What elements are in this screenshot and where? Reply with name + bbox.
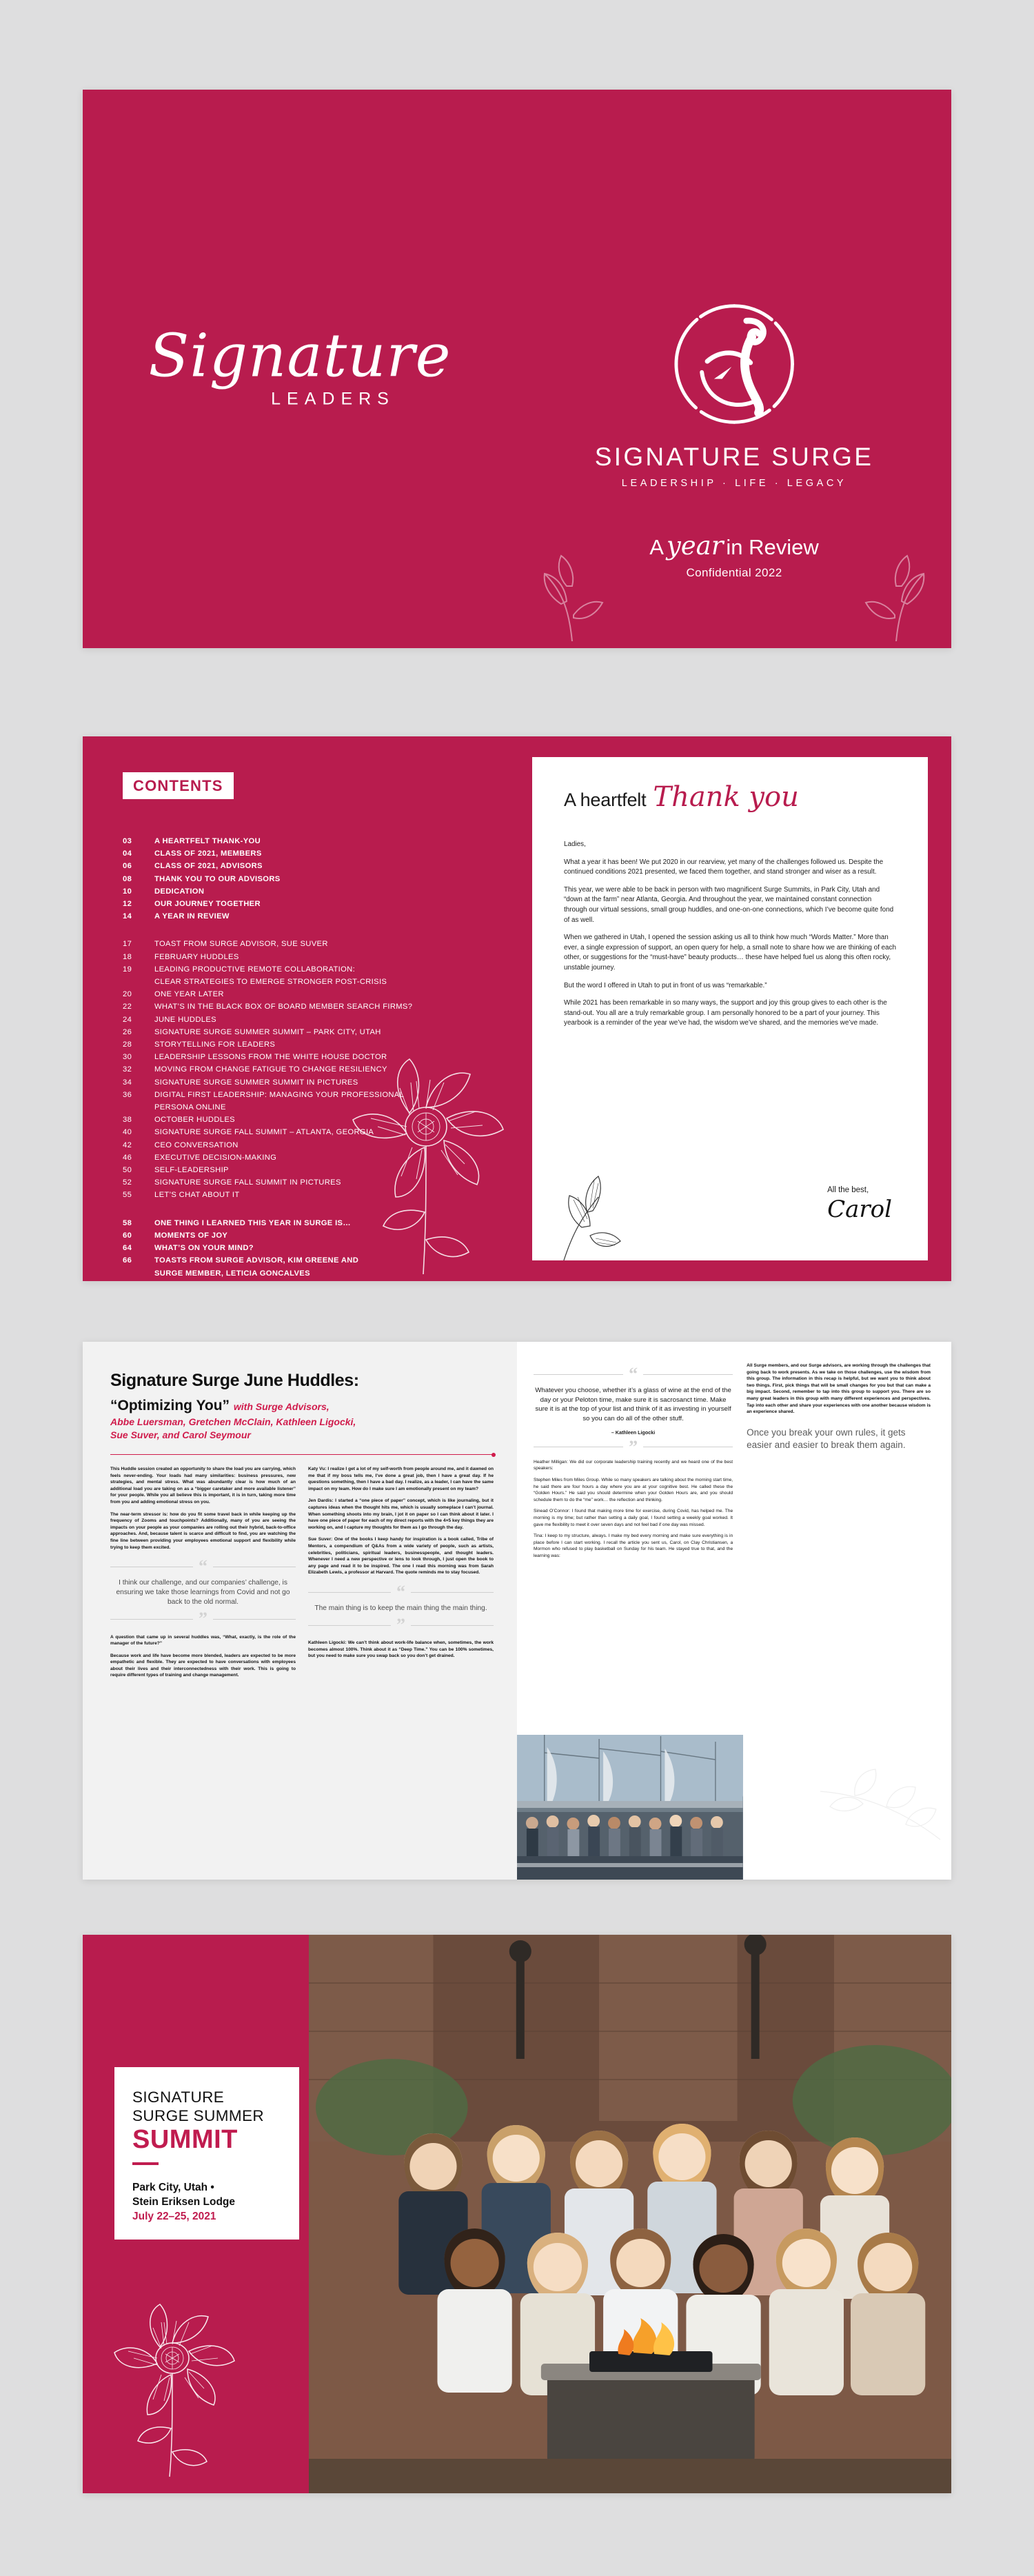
huddles-col1b-text [110, 1634, 296, 1680]
letter-paragraph: When we gathered in Utah, I opened the session asking us all to think how much “Words Matter.” More than ever, a single expression of support, an open query for help, a small note to share how we are thinking of each other, or suggestions for the “must-have” beauty products… these have helped fuel us along this often rocky, unstable journey. [564, 934, 896, 972]
huddles-left-page [83, 1342, 517, 1880]
huddles-subtitle-quoted: “Optimizing You” [110, 1398, 230, 1413]
toc-entry-label: A YEAR IN REVIEW [154, 912, 230, 921]
summit-location-line: Park City, Utah • [132, 2182, 214, 2193]
toc-entry-label: SELF-LEADERSHIP [154, 1166, 229, 1175]
toc-entry[interactable] [123, 910, 517, 923]
contents-spread-page [0, 736, 1034, 1281]
huddles-paragraph: Sue Suver: One of the books I keep handy for inspiration is a book called, Tribe of Mentors, a compendium of Q&As from a wide variety of people, such as artists, celebrities, politicians, spiritual leaders, businesspeople, and thought leaders. Whenever I need a new perspective or lens to look through, I just open the book to any page and read it to be inspired. The one I read this morning was from Sarah Elizabeth Lewis, a professor at Harvard. The quote reminds me to stay focused. [308, 1537, 494, 1576]
toc-entry-label: DIGITAL FIRST LEADERSHIP: MANAGING YOUR PROFESSIONAL PERSONA ONLINE [154, 1089, 517, 1114]
toc-page-number: 28 [123, 1040, 132, 1049]
toc-page-number: 42 [123, 1140, 132, 1149]
faint-leaf-sprig-icon [815, 1764, 946, 1867]
toc-entry-label: STORYTELLING FOR LEADERS [154, 1040, 276, 1049]
toc-page-number: 66 [123, 1256, 132, 1265]
group-on-boat-photo [517, 1735, 743, 1880]
toc-entry-label-continued: CLEAR STRATEGIES TO EMERGE STRONGER POST-CRISIS [154, 978, 387, 987]
toc-entry-label: SIGNATURE SURGE FALL SUMMIT IN PICTURES [154, 1178, 341, 1187]
huddles-paragraph: Kathleen Ligocki: We can’t think about work-life balance when, sometimes, the work becomes almost 100%. Think about it as “Deep Time.” You can be 100% sometimes, but you need to make sure you swap back so you don’t get drained. [308, 1640, 494, 1659]
cover-spread [83, 90, 951, 648]
toc-page-number: 20 [123, 990, 132, 999]
pullquote-1-text: I think our challenge, and our companies’ challenge, is ensuring we take those learnings from Covid and not go back to the old normal. [116, 1579, 290, 1607]
toc-entry-label: TOASTS FROM SURGE ADVISOR, KIM GREENE AND SURGE MEMBER, LETICIA GONCALVES [154, 1254, 517, 1279]
summit-word: SUMMIT [132, 2125, 238, 2154]
toc-entry-label: MOMENTS OF JOY [154, 1231, 228, 1240]
huddles-paragraph: Because work and life have become more blended, leaders are expected to be more empathetic and flexible. They are expected to have conversations with employees about their lives and their interconnectedness with their work. This is going to require different types of training and change management. [110, 1653, 296, 1678]
letter-panel [517, 736, 951, 1281]
right-pullquote-text: Whatever you choose, whether it’s a glass of wine at the end of the day or your Peloton time, make sure it is sacrosanct time. Make sure it is at the top of your list and think of it as investing in yourself so you can do all of the other stuff. [535, 1387, 731, 1422]
toc-entry-label: WHAT’S IN THE BLACK BOX OF BOARD MEMBER SEARCH FIRMS? [154, 1003, 413, 1012]
huddles-paragraph: The near-term stressor is: how do you fit some travel back in while keeping up the frequency of Zooms and touchpoints? Additionally, many of you are seeing the impacts on your people as your companies are rolling out their hybrid, back-to-office approaches. And, because talent is scarce and difficult to find, you are watching the fine line between providing your employees emotional support and flexibility while trying to keep them excited. [110, 1511, 296, 1550]
year-suffix: in Review [726, 535, 819, 559]
toc-page-number: 22 [123, 1003, 132, 1012]
toc-entry[interactable] [123, 860, 517, 872]
leaf-sprig-left-icon [524, 538, 620, 641]
toc-page-number: 24 [123, 1015, 132, 1024]
toc-entry-label: SIGNATURE SURGE FALL SUMMIT – ATLANTA, GEORGIA [154, 1128, 374, 1137]
toc-entry-label: ONE YEAR LATER [154, 990, 224, 999]
huddles-divider-rule [110, 1454, 494, 1455]
toc-entry[interactable] [123, 951, 517, 963]
surge-logo-tagline: LEADERSHIP · LIFE · LEGACY [621, 478, 847, 489]
summit-flower-illustration-icon [95, 2299, 261, 2478]
toc-page-number: 06 [123, 862, 132, 871]
toc-entry-label: CLASS OF 2021, ADVISORS [154, 862, 263, 871]
huddles-pullquote-2 [308, 1581, 494, 1636]
quote-mark-icon: “ [199, 1556, 207, 1577]
toc-entry-label: SIGNATURE SURGE SUMMER SUMMIT IN PICTURES [154, 1078, 358, 1087]
toc-entry[interactable] [123, 938, 517, 950]
summit-spread-page [0, 1935, 1034, 2493]
toc-entry-label-continued: SURGE MEMBER, LETICIA GONCALVES [154, 1269, 310, 1278]
huddles-col2b-text [308, 1640, 494, 1660]
huddles-right-column-1 [534, 1362, 733, 1564]
huddles-spread-page [0, 1342, 1034, 1880]
quote-mark-icon-2: “ [396, 1581, 405, 1602]
contents-spread [83, 736, 951, 1281]
toc-entry-label: LEADERSHIP LESSONS FROM THE WHITE HOUSE DOCTOR [154, 1053, 387, 1062]
toc-entry[interactable] [123, 847, 517, 860]
toc-page-number: 04 [123, 849, 132, 858]
huddles-advisor-name-line: Abbe Luersman, Gretchen McClain, Kathleen Ligocki, [110, 1416, 356, 1427]
toc-entry[interactable] [123, 963, 517, 988]
toc-entry[interactable] [123, 835, 517, 847]
toc-entry-label: LEADING PRODUCTIVE REMOTE COLLABORATION: CLEAR STRATEGIES TO EMERGE STRONGER POST-CRISIS [154, 963, 517, 988]
letter-paragraph: This year, we were able to be back in person with two magnificent Surge Summits, in Park City, Utah and “down at the farm” near Atlanta, Georgia. And throughout the year, we maintained constant connection through our virtual sessions, small group huddles, and one-on-one connections, which I’ve become quite fond of as well. [564, 885, 894, 924]
flower-illustration-icon [323, 1049, 529, 1277]
toc-entry-label: A HEARTFELT THANK-YOU [154, 837, 261, 845]
toc-entry-label: TOAST FROM SURGE ADVISOR, SUE SUVER [154, 940, 328, 949]
toc-entry-label: SIGNATURE SURGE SUMMER SUMMIT – PARK CITY, UTAH [154, 1027, 381, 1036]
year-in-review-title [649, 531, 819, 580]
leaders-wordmark: LEADERS [271, 389, 395, 409]
huddles-right-column-2 [747, 1362, 931, 1564]
letter-signature: Carol [827, 1196, 892, 1223]
letter-signature-block [827, 1186, 892, 1223]
toc-entry-label: OUR JOURNEY TOGETHER [154, 900, 261, 909]
toc-page-number: 34 [123, 1078, 132, 1087]
letter-leaf-sprig-icon [550, 1161, 633, 1260]
huddles-columns [110, 1466, 494, 1684]
toc-page-number: 55 [123, 1191, 132, 1200]
huddles-subtitle [110, 1398, 494, 1414]
toc-entry-label: CEO CONVERSATION [154, 1140, 239, 1149]
letter-paragraph: What a year it has been! We put 2020 in our rearview, yet many of the challenges followed us. Despite the continued conditions 2021 presented, we faced them together, and stand stronger and wiser as a result. [564, 858, 884, 876]
signature-surge-lockup [534, 296, 934, 489]
letter-body-text [564, 840, 896, 1029]
pullquote-bottom-rule [110, 1609, 296, 1629]
huddles-closing-quote: Once you break your own rules, it gets easier and easier to break them again. [747, 1427, 906, 1451]
year-prefix: A [649, 535, 664, 559]
huddles-paragraph: Tina: I keep to my structure, always. I make my bed every morning and make sure everything is in place before I can start working. I recall the article you sent us, Carol, on Clay Christiansen, a Mormon who refused to play basketball on Sunday for his team. He stayed true to that, and the learning was: [534, 1533, 733, 1558]
surge-logo-name: SIGNATURE SURGE [594, 443, 874, 471]
summit-date: July 22–25, 2021 [132, 2211, 216, 2222]
toc-page-number: 30 [123, 1053, 132, 1062]
toc-page-number: 32 [123, 1065, 132, 1074]
toc-entry-label: CLASS OF 2021, MEMBERS [154, 849, 262, 858]
summit-line-1: SIGNATURE [132, 2089, 225, 2106]
huddles-col1-text [110, 1466, 296, 1551]
right-pullquote-attribution: – Kathleen Ligocki [611, 1429, 656, 1436]
toc-page-number: 60 [123, 1231, 132, 1240]
table-of-contents-panel [83, 736, 517, 1281]
toc-entry-label: THANK YOU TO OUR ADVISORS [154, 874, 281, 883]
cover-spread-page [0, 90, 1034, 648]
huddles-subtitle-advisors: with Surge Advisors, [233, 1401, 330, 1412]
huddles-title: Signature Surge June Huddles: [110, 1371, 359, 1390]
toc-entry-label: ONE THING I LEARNED THIS YEAR IN SURGE IS… [154, 1218, 351, 1227]
toc-entry-label: DEDICATION [154, 887, 205, 896]
toc-entry[interactable] [123, 988, 517, 1000]
toc-page-number: 52 [123, 1178, 132, 1187]
toc-entry-label: FEBRUARY HUDDLES [154, 952, 239, 961]
toc-page-number: 50 [123, 1166, 132, 1175]
summit-photo-graphic [309, 1935, 951, 2493]
toc-page-number: 17 [123, 940, 132, 949]
toc-page-number: 40 [123, 1128, 132, 1137]
huddles-paragraph: A question that came up in several huddles was, “What, exactly, is the role of the manager of the future?” [110, 1634, 296, 1647]
toc-entry[interactable] [123, 1026, 517, 1038]
huddles-pullquote-1 [110, 1556, 296, 1629]
letter-heading [564, 783, 896, 811]
huddles-paragraph: Sinead O’Connor: I found that making more time for exercise, during Covid, has helped me. The morning is my time; but rather than setting a daily goal, I found setting a weekly goal worked. It gave me flexibility to meet it over seven days and not feel bad if one day was missed. [534, 1509, 733, 1527]
letter-closing: All the best, [827, 1186, 869, 1194]
toc-entry-label: WHAT’S ON YOUR MIND? [154, 1244, 254, 1253]
toc-page-number: 14 [123, 912, 132, 921]
toc-entry-label: EXECUTIVE DECISION-MAKING [154, 1153, 277, 1162]
summer-summit-spread [83, 1935, 951, 2493]
contents-badge: CONTENTS [123, 772, 234, 799]
summit-title-card [114, 2067, 299, 2240]
summit-line-2: SURGE SUMMER [132, 2107, 265, 2124]
letter-heading-script: Thank you [653, 781, 799, 813]
toc-entry[interactable] [123, 898, 517, 910]
leaf-sprig-right-icon [848, 538, 944, 641]
huddles-paragraph: Katy Vu: I realize I get a lot of my self-worth from people around me, and it dawned on me that if my boss tells me, I’ve done a great job, then I have a great day. If he questions something, then I have a bad day. I realize, as a leader, I can have the same impact on my team. How do I make sure I am emotionally present on my team? [308, 1467, 494, 1491]
letter-heading-plain: A heartfelt [564, 789, 647, 810]
toc-page-number: 10 [123, 887, 132, 896]
huddles-paragraph: All Surge members, and our Surge advisors, are working through the challenges that going back to work presents. As we take on those challenges, use the wisdom from this group. The information in this recap is helpful, but we want you to think about two things. First, pick things that will be small changes for you but that can make a big impact. Second, remember to tap into this group to support you. There are so many great leaders in this group with many different experiences and perspectives. Tap into each other and share your experiences with one another because wisdom is an experience shared. [747, 1363, 931, 1415]
summit-location [132, 2180, 281, 2209]
letter-paragraph: But the word I offered in Utah to put in front of us was “remarkable.” [564, 981, 767, 989]
toc-entry[interactable] [123, 885, 517, 898]
huddles-right-col2-text [747, 1362, 931, 1416]
toc-entry-label: JUNE HUDDLES [154, 1015, 216, 1024]
toc-page-number: 64 [123, 1244, 132, 1253]
toc-page-number: 36 [123, 1090, 132, 1099]
cover-front-panel [517, 90, 951, 648]
pullquote-2-text: The main thing is to keep the main thing the main thing. [314, 1604, 487, 1613]
surge-circle-swan-logo-icon [667, 296, 802, 432]
letter-paragraph: Ladies, [564, 841, 586, 848]
huddles-right-col1-text [534, 1459, 733, 1560]
toc-entry[interactable] [123, 873, 517, 885]
signature-script-wordmark: Signature [148, 321, 452, 391]
huddles-paragraph: Stephen Miles from Miles Group. While so many speakers are talking about the morning start time, he said there are four hours a day where you are at your cognitive best. He called these the “Golden Hours.” He said you should determine when your Golden Hours are, and you should schedule them to do the “me” work… the reflection and thinking. [534, 1477, 733, 1502]
toc-page-number: 12 [123, 900, 132, 909]
toc-entry-label: LET’S CHAT ABOUT IT [154, 1191, 240, 1200]
toc-page-number: 26 [123, 1027, 132, 1036]
toc-entry-label: MOVING FROM CHANGE FATIGUE TO CHANGE RESILIENCY [154, 1065, 387, 1074]
june-huddles-spread [83, 1342, 951, 1880]
huddles-advisor-names [110, 1416, 494, 1442]
huddles-paragraph: Heather Milligan: We did our corporate leadership training recently and we heard one of the best speakers: [534, 1459, 733, 1471]
toc-page-number: 58 [123, 1218, 132, 1227]
toc-page-number: 46 [123, 1153, 132, 1162]
summit-group-photo [309, 1935, 951, 2493]
cover-back-panel [83, 90, 517, 648]
quote-mark-close-icon-3: ” [629, 1436, 638, 1457]
toc-entry-label-continued: PERSONA ONLINE [154, 1103, 226, 1112]
toc-page-number: 38 [123, 1116, 132, 1125]
boat-photo-graphic [517, 1735, 743, 1880]
letter-paragraph: While 2021 has been remarkable in so many ways, the support and joy this group gives to each other is the stand-out. You all are a truly remarkable group. I am personally honored to be a part of your journey. This yearbook is a reminder of the year we’ve had, the wisdom we’ve shared, and the memories we’ve made. [564, 999, 887, 1027]
toc-page-number: 08 [123, 874, 132, 883]
toc-entry-label: OCTOBER HUDDLES [154, 1116, 235, 1125]
huddles-right-pullquote [534, 1364, 733, 1457]
signature-leaders-lockup [105, 321, 496, 410]
quote-mark-close-icon: ” [199, 1609, 207, 1629]
toc-entry[interactable] [123, 1014, 517, 1026]
toc-page-number: 18 [123, 952, 132, 961]
huddles-column-2 [308, 1466, 494, 1684]
toc-entry[interactable] [123, 1000, 517, 1013]
pullquote-top-rule [110, 1556, 296, 1577]
confidential-label: Confidential 2022 [686, 566, 782, 579]
quote-mark-icon-3: “ [629, 1364, 638, 1384]
huddles-right-page [517, 1342, 951, 1880]
year-script-word: year [666, 531, 724, 561]
huddles-right-columns [534, 1362, 931, 1564]
huddles-advisor-name-line: Sue Suver, and Carol Seymour [110, 1429, 251, 1440]
huddles-paragraph: Jen Dardis: I started a “one piece of paper” concept, which is like journaling, but it captures ideas when the thought hits me, which is usually someplace I can’t journal. When something shoots into my brain, I jot it on paper so I can think about it later. I have one piece of paper for each of my direct reports with the 4×5 key things they are working on, and I capture my thoughts for them as I go through the day. [308, 1498, 494, 1530]
summit-location-line: Stein Eriksen Lodge [132, 2196, 236, 2208]
huddles-col2-text [308, 1466, 494, 1576]
toc-group [123, 835, 517, 923]
thank-you-letter-card [532, 757, 928, 1260]
huddles-paragraph: This Huddle session created an opportunity to share the load you are carrying, which feels never-ending. Your loads had many similarities: business pressures, new strategies, and mental stress. What was abundantly clear is how much of an additional load you are taking on as a “bigger caretaker and more available listener” for your people. While you all believe this is important, it is in turn, taking more time from you and adding emotional stress on you. [110, 1467, 296, 1505]
toc-page-number: 19 [123, 965, 132, 974]
quote-mark-close-icon-2: ” [396, 1615, 405, 1636]
huddles-column-1 [110, 1466, 296, 1684]
toc-page-number: 03 [123, 837, 132, 845]
summit-accent-dash [132, 2162, 159, 2165]
